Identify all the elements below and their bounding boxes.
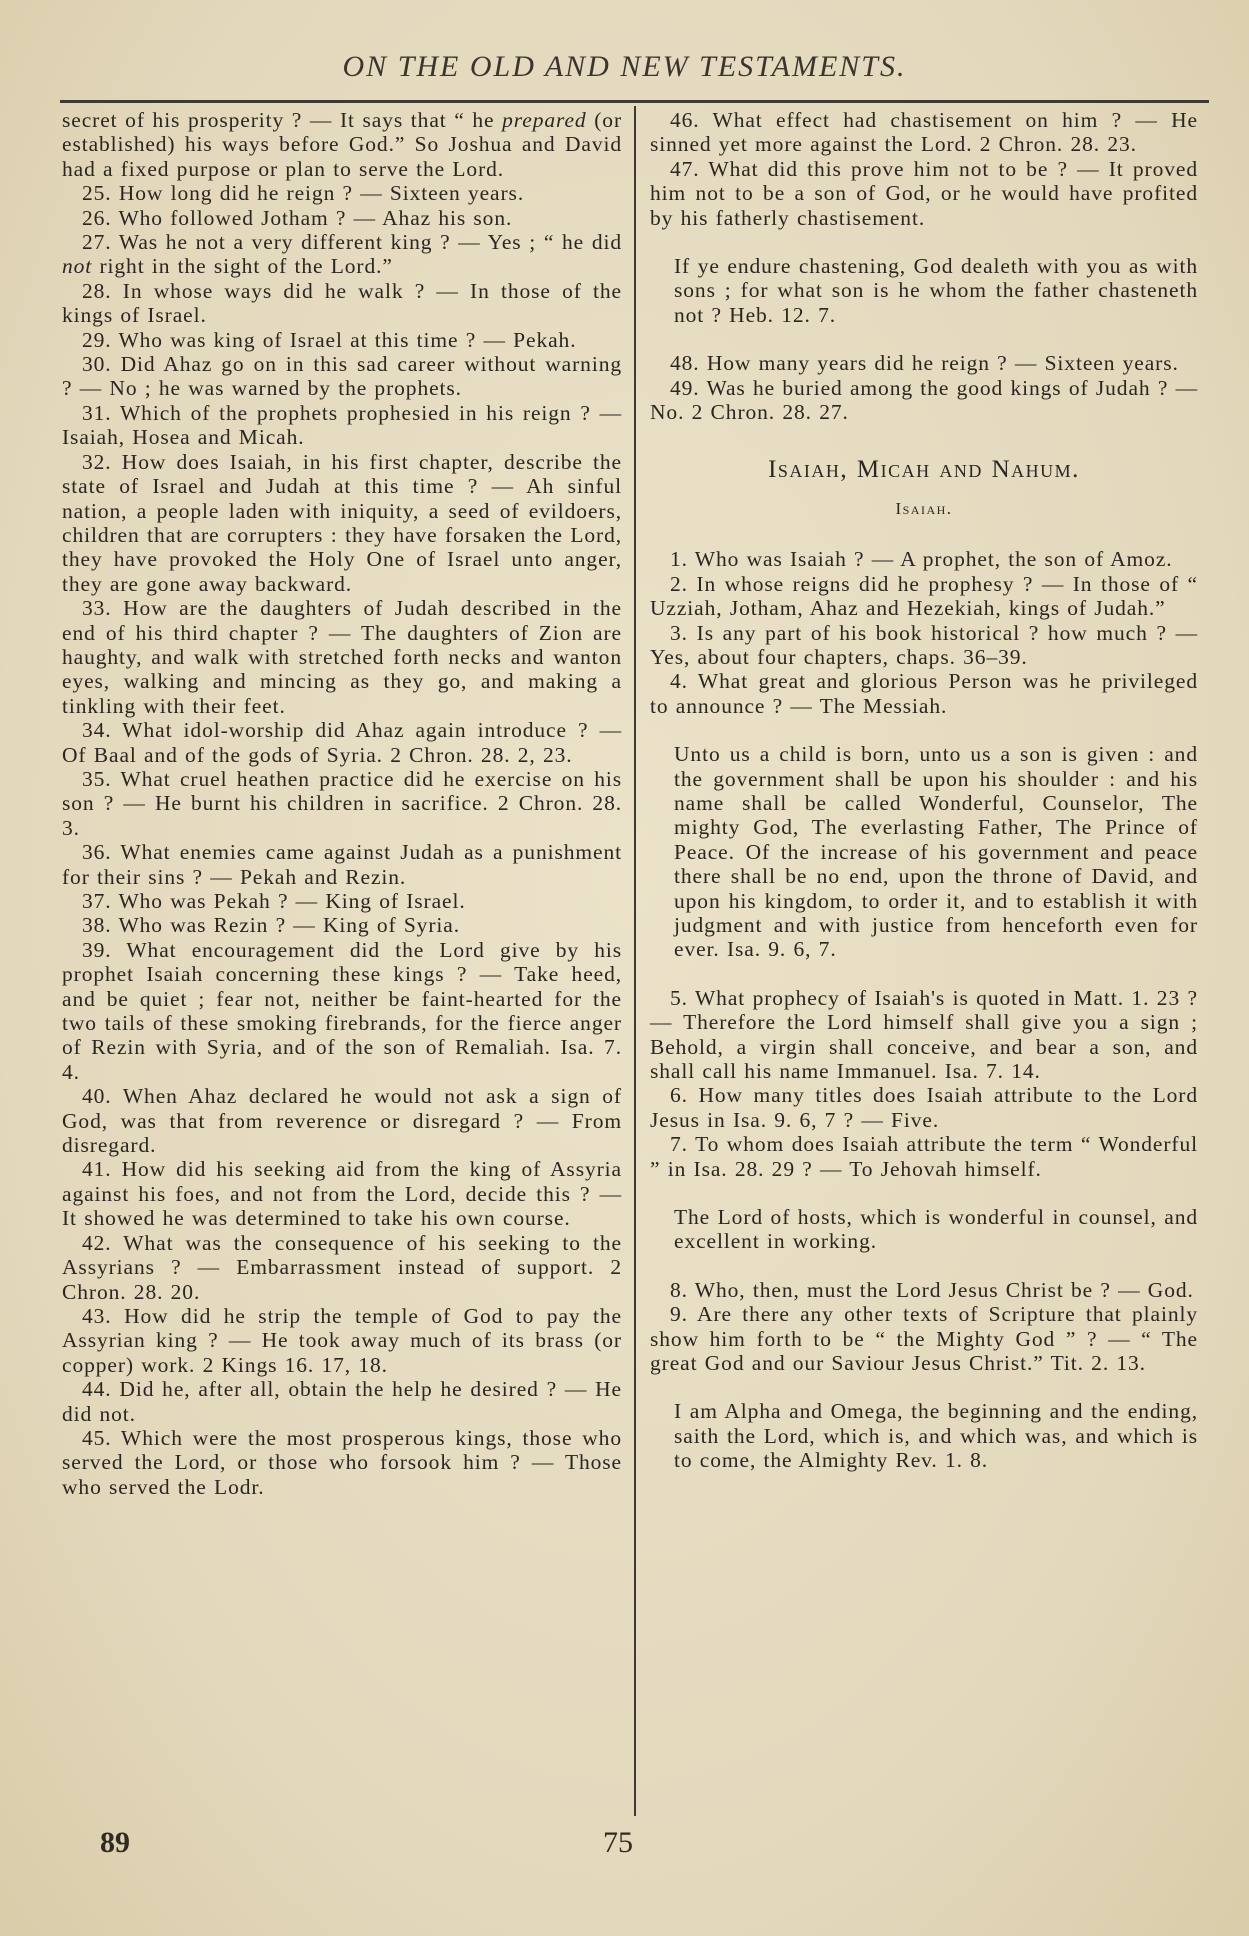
text-run: 42. What was the consequence of his seeking to the Assyrians ? — Embarrassment instead of support. 2 Chron. 28. 20. [62,1230,622,1304]
question-answer [62,401,622,450]
text-run: 27. Was he not a very different king ? — Yes ; “ he did [82,230,622,255]
question-answer [62,328,622,352]
header-rule [60,100,1209,103]
question-answer [650,108,1198,157]
question-answer [62,596,622,718]
text-run: 7. To whom does Isaiah attribute the term “ Wonderful ” in Isa. 28. 29 ? — To Jehovah himself. [650,1132,1198,1181]
text-run: 41. How did his seeking aid from the king of Assyria against his foes, and not from the Lord, decide this ? — It showed he was determined to take his own course. [62,1157,622,1231]
text-run: 3. Is any part of his book historical ? how much ? — Yes, about four chapters, chaps. 36–39. [650,620,1198,669]
text-run: 28. In whose ways did he walk ? — In those of the kings of Israel. [62,278,622,328]
question-answer [62,230,622,279]
signature-mark: 89 [100,1826,130,1859]
question-answer [650,1278,1198,1302]
question-answer [62,1304,622,1377]
question-answer [62,767,622,840]
text-run: 49. Was he buried among the good kings of Judah ? — No. 2 Chron. 28. 27. [650,375,1198,425]
question-answer [62,108,622,181]
question-answer [62,840,622,889]
text-run: 39. What encouragement did the Lord give by his prophet Isaiah concerning these kings ? — Take heed, and be quiet ; fear not, neither be faint-hearted for the two tails of these smoking firebrands, for the fierce anger of Rezin with Syria, and of the son of Remaliah. Isa. 7. 4. [62,937,622,1084]
text-run: 8. Who, then, must the Lord Jesus Christ be ? — God. [670,1277,1194,1302]
section-heading [650,458,1198,482]
text-run: 36. What enemies came against Judah as a punishment for their sins ? — Pekah and Rezin. [62,840,622,889]
page-number: 75 [603,1826,633,1859]
scripture-quote [674,254,1198,327]
question-answer [650,1083,1198,1132]
text-run: 31. Which of the prophets prophesied in his reign ? — Isaiah, Hosea and Micah. [62,400,622,450]
question-answer [650,621,1198,670]
text-run: 40. When Ahaz declared he would not ask a sign of God, was that from reverence or disregard ? — From disregard. [62,1084,622,1158]
question-answer [62,352,622,401]
emphasized-text: prepared [502,108,587,132]
text-run: I am Alpha and Omega, the beginning and the ending, saith the Lord, which is, and which was, and which is to come, the Almighty Rev. 1. 8. [674,1399,1198,1473]
text-run: 43. How did he strip the temple of God to pay the Assyrian king ? — He took away much of its brass (or copper) work. 2 Kings 16. 17, 18. [62,1303,622,1377]
question-answer [62,938,622,1084]
text-run: 4. What great and glorious Person was he privileged to announce ? — The Messiah. [650,669,1198,718]
text-run: 35. What cruel heathen practice did he exercise on his son ? — He burnt his children in sacrifice. 2 Chron. 28. 3. [62,766,622,840]
question-answer [62,450,622,596]
right-column [650,108,1198,1497]
question-answer [62,913,622,937]
text-run: secret of his prosperity ? — It says that “ he [62,108,503,132]
scripture-quote [674,1399,1198,1472]
column-divider [634,106,636,1816]
question-answer [650,376,1198,425]
text-run: 6. How many titles does Isaiah attribute to the Lord Jesus in Isa. 9. 6, 7 ? — Five. [650,1083,1198,1132]
text-run: 37. Who was Pekah ? — King of Israel. [82,889,466,913]
question-answer [650,572,1198,621]
question-answer [62,206,622,230]
text-run: The Lord of hosts, which is wonderful in counsel, and excellent in working. [674,1205,1198,1254]
question-answer [650,351,1198,375]
text-run: 44. Did he, after all, obtain the help he desired ? — He did not. [62,1377,622,1426]
question-answer [62,718,622,767]
text-run: 1. Who was Isaiah ? — A prophet, the son of Amoz. [670,547,1173,572]
text-run: 25. How long did he reign ? — Sixteen years. [82,181,525,206]
text-run: 5. What prophecy of Isaiah's is quoted in Matt. 1. 23 ? — Therefore the Lord himself shall give you a sign ; Behold, a virgin shall conceive, and bear a son, and shall call his name Immanuel. Isa. 7. 14. [650,985,1198,1083]
question-answer [650,1132,1198,1181]
question-answer [62,889,622,913]
question-answer [62,1231,622,1304]
scripture-quote [674,742,1198,962]
running-header: ON THE OLD AND NEW TESTAMENTS. [342,50,907,83]
text-run: If ye endure chastening, God dealeth with you as with sons ; for what son is he whom the father chasteneth not ? Heb. 12. 7. [674,254,1198,327]
text-run: 9. Are there any other texts of Scripture that plainly show him forth to be “ the Mighty God ” ? — “ The great God and our Saviour Jesus Christ.” Tit. 2. 13. [650,1302,1198,1376]
emphasized-text: not [62,254,93,279]
text-run: 2. In whose reigns did he prophesy ? — In those of “ Uzziah, Jotham, Ahaz and Hezekiah, kings of Judah.” [650,571,1198,621]
question-answer [62,181,622,205]
text-run: 26. Who followed Jotham ? — Ahaz his son. [82,205,513,230]
text-run: Isaiah, Micah and Nahum. [768,456,1080,484]
text-run: 38. Who was Rezin ? — King of Syria. [82,913,460,938]
question-answer [62,279,622,328]
text-run: 32. How does Isaiah, in his first chapter, describe the state of Israel and Judah at this time ? — Ah sinful nation, a people laden with iniquity, a seed of evildoers, children that are corrupters : they have forsaken the Lord, they have provoked the Holy One of Israel unto anger, they are gone away backward. [62,449,622,596]
text-run: 46. What effect had chastisement on him ? — He sinned yet more against the Lord. 2 Chron. 28. 23. [650,108,1198,157]
text-run: (or established) his ways before God.” So Joshua and David had a fixed purpose or plan to serve the Lord. [62,108,622,181]
text-run: 33. How are the daughters of Judah described in the end of his third chapter ? — The daughters of Zion are haughty, and walk with stretched forth necks and wanton eyes, walking and mincing as they go, and making a tinkling with their feet. [62,596,622,718]
question-answer [62,1426,622,1499]
text-run: 47. What did this prove him not to be ? — It proved him not to be a son of God, or he would have profited by his fatherly chastisement. [650,156,1198,230]
question-answer [650,986,1198,1084]
text-run: 30. Did Ahaz go on in this sad career without warning ? — No ; he was warned by the prophets. [62,352,622,401]
question-answer [650,157,1198,230]
text-run: right in the sight of the Lord.” [92,254,393,279]
text-run: 34. What idol-worship did Ahaz again introduce ? — Of Baal and of the gods of Syria. 2 Chron. 28. 2, 23. [62,718,622,767]
text-run: Isaiah. [895,498,953,518]
text-run: 29. Who was king of Israel at this time ? — Pekah. [82,327,577,352]
left-column [62,108,622,1499]
question-answer [62,1377,622,1426]
scripture-quote [674,1205,1198,1254]
question-answer [650,669,1198,718]
section-subheading [650,497,1198,521]
question-answer [650,1302,1198,1375]
text-run: Unto us a child is born, unto us a son is given : and the government shall be upon his shoulder : and his name shall be called Wonderful, Counselor, The mighty God, The everlasting Father, The Prince of Peace. Of the increase of his government and peace there shall be no end, upon the throne of David, and upon his kingdom, to order it, and to establish it with judgment and with justice from henceforth even for ever. Isa. 9. 6, 7. [674,742,1198,962]
question-answer [62,1157,622,1230]
question-answer [62,1084,622,1157]
text-run: 45. Which were the most prosperous kings, those who served the Lord, or those who forsook him ? — Those who served the Lodr. [62,1425,622,1499]
question-answer [650,547,1198,571]
text-run: 48. How many years did he reign ? — Sixteen years. [670,351,1179,376]
